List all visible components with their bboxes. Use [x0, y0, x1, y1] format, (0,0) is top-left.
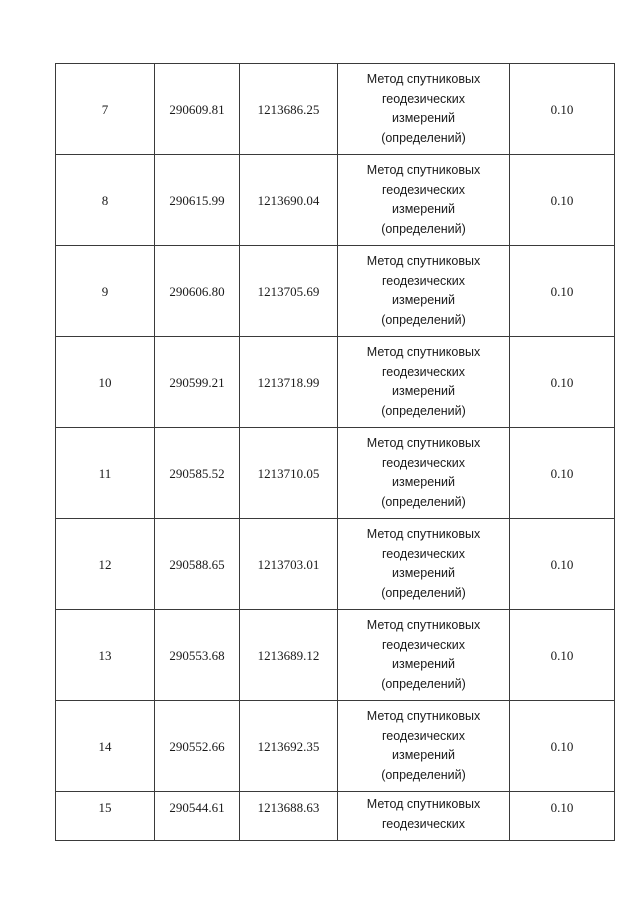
method-line: Метод спутниковых — [366, 618, 481, 632]
table-row — [56, 701, 615, 792]
coordinates-table — [55, 63, 615, 841]
method-line: геодезических — [381, 546, 465, 561]
method-line: (определений) — [381, 767, 466, 782]
table-row — [56, 246, 615, 337]
method-line: Метод спутниковых — [366, 345, 481, 359]
method-line: (определений) — [381, 403, 466, 418]
method-line: (определений) — [381, 312, 466, 327]
point-number-cell: 13 — [56, 610, 155, 701]
method-line: измерений — [391, 293, 456, 307]
method-line: геодезических — [381, 637, 465, 652]
method-line: Метод спутниковых — [366, 709, 481, 723]
y-coordinate-cell: 1213688.63 — [240, 792, 338, 841]
method-cell — [338, 792, 510, 841]
method-line: Метод спутниковых — [366, 527, 481, 541]
method-line: Метод спутниковых — [366, 72, 481, 86]
table-row — [56, 64, 615, 155]
point-number-cell: 14 — [56, 701, 155, 792]
point-number-cell: 15 — [56, 792, 155, 841]
method-line: геодезических — [381, 91, 465, 106]
method-line: геодезических — [381, 182, 465, 197]
method-text — [367, 70, 480, 148]
method-text — [367, 343, 480, 421]
method-line: измерений — [391, 475, 456, 489]
method-text — [367, 525, 480, 603]
y-coordinate-cell: 1213692.35 — [240, 701, 338, 792]
x-coordinate-cell: 290606.80 — [155, 246, 240, 337]
method-line: (определений) — [381, 221, 466, 236]
method-cell — [338, 610, 510, 701]
y-coordinate-cell: 1213718.99 — [240, 337, 338, 428]
method-line: (определений) — [381, 676, 466, 691]
method-cell — [338, 337, 510, 428]
accuracy-cell: 0.10 — [510, 792, 615, 841]
x-coordinate-cell: 290585.52 — [155, 428, 240, 519]
method-line: измерений — [391, 566, 456, 580]
method-cell — [338, 64, 510, 155]
table-row — [56, 792, 615, 841]
y-coordinate-cell: 1213689.12 — [240, 610, 338, 701]
point-number-cell: 9 — [56, 246, 155, 337]
table-row — [56, 337, 615, 428]
method-text — [367, 434, 480, 512]
method-line: геодезических — [381, 273, 465, 288]
x-coordinate-cell: 290609.81 — [155, 64, 240, 155]
table-row — [56, 428, 615, 519]
method-text — [367, 707, 480, 785]
coordinates-table-body — [56, 64, 615, 841]
method-line: геодезических — [381, 728, 465, 743]
y-coordinate-cell: 1213710.05 — [240, 428, 338, 519]
method-cell — [338, 155, 510, 246]
method-line: Метод спутниковых — [366, 797, 481, 811]
x-coordinate-cell: 290544.61 — [155, 792, 240, 841]
accuracy-cell: 0.10 — [510, 337, 615, 428]
method-line: (определений) — [381, 585, 466, 600]
method-line: измерений — [391, 384, 456, 398]
x-coordinate-cell: 290553.68 — [155, 610, 240, 701]
method-line: Метод спутниковых — [366, 436, 481, 450]
method-cell — [338, 428, 510, 519]
method-line: геодезических — [381, 455, 465, 470]
point-number-cell: 7 — [56, 64, 155, 155]
table-row — [56, 155, 615, 246]
x-coordinate-cell: 290615.99 — [155, 155, 240, 246]
point-number-cell: 8 — [56, 155, 155, 246]
accuracy-cell: 0.10 — [510, 246, 615, 337]
point-number-cell: 10 — [56, 337, 155, 428]
method-text — [367, 161, 480, 239]
y-coordinate-cell: 1213705.69 — [240, 246, 338, 337]
accuracy-cell: 0.10 — [510, 64, 615, 155]
accuracy-cell: 0.10 — [510, 610, 615, 701]
table-row — [56, 610, 615, 701]
method-line: измерений — [391, 111, 456, 125]
method-line: геодезических — [381, 816, 465, 831]
point-number-cell: 12 — [56, 519, 155, 610]
y-coordinate-cell: 1213703.01 — [240, 519, 338, 610]
x-coordinate-cell: 290588.65 — [155, 519, 240, 610]
method-text — [367, 616, 480, 694]
method-cell — [338, 701, 510, 792]
x-coordinate-cell: 290599.21 — [155, 337, 240, 428]
method-line: измерений — [391, 748, 456, 762]
point-number-cell: 11 — [56, 428, 155, 519]
y-coordinate-cell: 1213690.04 — [240, 155, 338, 246]
method-text — [367, 252, 480, 330]
method-line: геодезических — [381, 364, 465, 379]
method-line: измерений — [391, 657, 456, 671]
method-cell — [338, 519, 510, 610]
method-cell — [338, 246, 510, 337]
method-text — [367, 795, 480, 834]
accuracy-cell: 0.10 — [510, 155, 615, 246]
table-row — [56, 519, 615, 610]
method-line: (определений) — [381, 130, 466, 145]
method-line: Метод спутниковых — [366, 163, 481, 177]
accuracy-cell: 0.10 — [510, 701, 615, 792]
method-line: измерений — [391, 202, 456, 216]
method-line: (определений) — [381, 494, 466, 509]
accuracy-cell: 0.10 — [510, 519, 615, 610]
accuracy-cell: 0.10 — [510, 428, 615, 519]
x-coordinate-cell: 290552.66 — [155, 701, 240, 792]
y-coordinate-cell: 1213686.25 — [240, 64, 338, 155]
method-line: Метод спутниковых — [366, 254, 481, 268]
